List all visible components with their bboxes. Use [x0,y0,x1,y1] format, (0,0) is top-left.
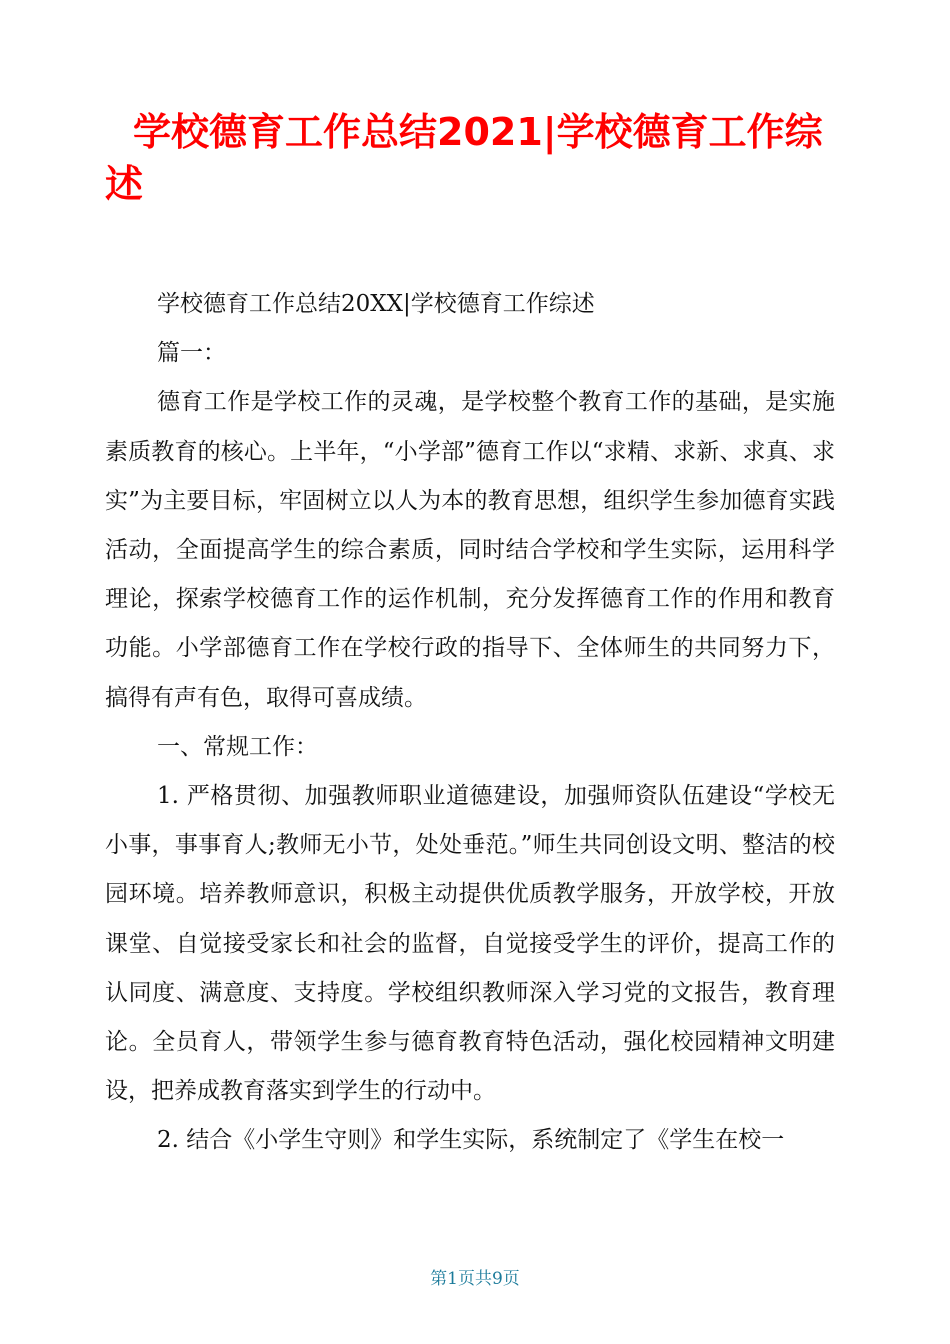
document-title: 学校德育工作总结2021|学校德育工作综述 [105,110,823,206]
item-paragraph-1: 1. 严格贯彻、加强教师职业道德建设，加强师资队伍建设“学校无小事，事事育人;教师无小节，处处垂范。”师生共同创设文明、整洁的校园环境。培养教师意识，积极主动提供优质教学服务，开放学校，开放课堂、自觉接受家长和社会的监督，自觉接受学生的评价，提高工作的认同度、满意度、支持度。学校组织教师深入学习党的文报告，教育理论。全员育人，带领学生参与德育教育特色活动，强化校园精神文明建设，把养成教育落实到学生的行动中。 [105,783,835,1105]
intro-paragraph: 德育工作是学校工作的灵魂，是学校整个教育工作的基础，是实施素质教育的核心。上半年，“小学部”德育工作以“求精、求新、求真、求实”为主要目标，牢固树立以人为本的教育思想，组织学生参加德育实践活动，全面提高学生的综合素质，同时结合学校和学生实际，运用科学理论，探索学校德育工作的运作机制，充分发挥德育工作的作用和教育功能。小学部德育工作在学校行政的指导下、全体师生的共同努力下，搞得有声有色，取得可喜成绩。 [105,389,835,711]
section-heading: 一、常规工作： [157,733,318,760]
document-body [105,280,835,1166]
section-label: 篇一： [157,340,226,367]
subtitle-line: 学校德育工作总结20XX|学校德育工作综述 [157,291,595,317]
item-paragraph-2: 2. 结合《小学生守则》和学生实际，系统制定了《学生在校一 [157,1127,785,1154]
page-number-footer: 第1页共9页 [430,1269,520,1289]
